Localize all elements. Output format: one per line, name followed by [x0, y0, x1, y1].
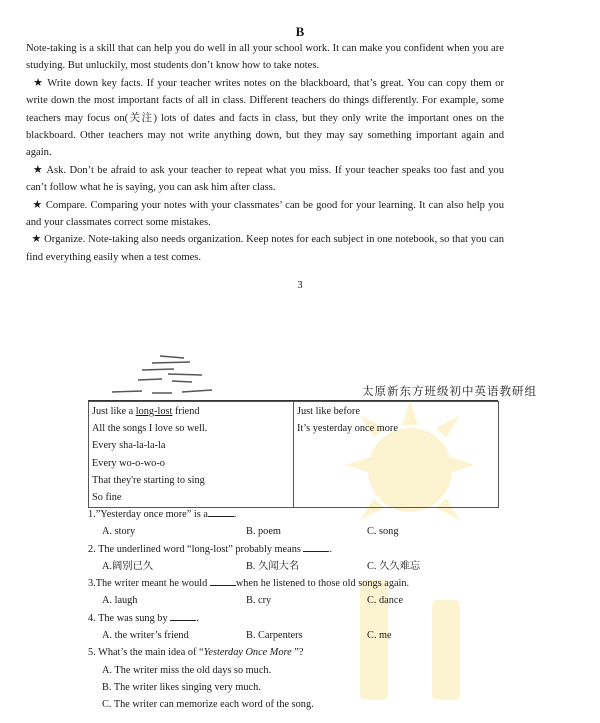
- question-2: [88, 541, 508, 558]
- lyric-text: friend: [172, 406, 200, 417]
- tip-4: [26, 231, 504, 266]
- questions: [88, 506, 508, 714]
- question-1: [88, 506, 508, 523]
- star-icon: ★: [32, 198, 43, 211]
- tip-2: [26, 162, 504, 197]
- options-2: [88, 558, 508, 575]
- question-stem: ”?: [291, 647, 304, 659]
- option-c[interactable]: C. dance: [367, 595, 404, 607]
- question-stem: 4. The was sung by: [88, 612, 168, 624]
- lyric-line: Every wo-o-wo-o: [92, 457, 165, 469]
- lyric-text: Just like a: [92, 406, 136, 417]
- option-a[interactable]: A. the writer’s friend: [102, 630, 189, 642]
- passage-intro: Note-taking is a skill that can help you do well in all your school work. It can make you confident when you are studying. But unluckily, most students don’t know how to take notes.: [26, 43, 504, 72]
- lyrics-right-cell: [294, 402, 499, 508]
- lyrics-table: [88, 401, 499, 508]
- tip-4-text: Organize. Note-taking also needs organization. Keep notes for each subject in one notebook, so that you can find everything easily when a test comes.: [26, 234, 504, 263]
- lyrics-left-cell: [89, 402, 294, 508]
- org-name: 太原新东方班级初中英语教研组: [362, 386, 537, 398]
- question-3: [88, 575, 508, 592]
- lyric-line: That they're starting to sing: [92, 474, 205, 486]
- tip-2-text: Ask. Don’t be afraid to ask your teacher to repeat what you miss. If your teacher speaks too fast and you can’t follow what he is saying, you can ask him after class.: [26, 164, 504, 194]
- question-5: [88, 644, 508, 661]
- section-title: B: [295, 24, 305, 39]
- option-b[interactable]: B. The writer likes singing very much.: [102, 681, 261, 693]
- question-4: [88, 610, 508, 627]
- answer-blank[interactable]: [208, 506, 234, 517]
- question-stem: .: [196, 612, 199, 624]
- option-c[interactable]: C. me: [367, 630, 392, 642]
- lyric-line: Just like before: [297, 406, 360, 417]
- tip-1-text: Write down key facts. If your teacher writes notes on the blackboard, that’s great. You can copy them or write down the most important facts of all in class. Different teachers do things differently. For example, some teachers may focus on(关注) lots of dates and facts in class, but they only write the important ones on the blackboard. Other teachers may not write anything down, but they may say something important again and again.: [26, 77, 504, 159]
- passage: [26, 40, 504, 266]
- option-b[interactable]: B. 久闻大名: [246, 560, 300, 572]
- option-c[interactable]: C. The writer can memorize each word of the song.: [102, 699, 314, 711]
- tip-3-text: Compare. Comparing your notes with your classmates’ can be good for your learning. It can also help you and your classmates correct some mistakes.: [26, 199, 504, 229]
- question-stem: .: [329, 543, 333, 555]
- answer-blank[interactable]: [210, 575, 236, 586]
- option-c[interactable]: C. song: [367, 526, 399, 538]
- option-b[interactable]: B. Carpenters: [246, 630, 303, 642]
- options-1: [88, 523, 508, 540]
- question-stem: 2. The underlined word “long-lost” probably means: [88, 543, 301, 555]
- option-a[interactable]: A. The writer miss the old days so much.: [102, 664, 272, 676]
- question-stem: 3.The writer meant he would: [88, 578, 208, 590]
- options-4: [88, 627, 508, 644]
- option-c[interactable]: C. 久久难忘: [367, 560, 421, 572]
- option-a[interactable]: A. story: [102, 526, 136, 538]
- star-icon: ★: [31, 233, 42, 246]
- option-a[interactable]: A. laugh: [102, 595, 138, 607]
- question-stem: 5. What’s the main idea of “: [88, 647, 204, 659]
- song-title: Yesterday Once More: [203, 647, 292, 659]
- option-b[interactable]: B. cry: [246, 595, 272, 607]
- tip-3: [26, 197, 504, 232]
- options-3: [88, 592, 508, 609]
- question-stem: .: [233, 509, 237, 520]
- question-stem: when he listened to those old songs again.: [235, 578, 410, 590]
- lyric-line: All the songs I love so well.: [92, 423, 208, 435]
- star-icon: ★: [33, 76, 44, 89]
- underlined-word: long-lost: [135, 406, 173, 417]
- lyric-line: It’s yesterday once more: [297, 423, 398, 435]
- option-b[interactable]: B. poem: [246, 526, 281, 538]
- answer-blank[interactable]: [303, 541, 329, 552]
- page-number: 3: [297, 280, 303, 291]
- logo-icon: [112, 350, 222, 400]
- option-a[interactable]: A.阔别已久: [102, 560, 154, 572]
- lyric-line: [92, 403, 290, 420]
- tip-1: [26, 75, 504, 162]
- answer-blank[interactable]: [170, 610, 196, 621]
- star-icon: ★: [32, 163, 44, 176]
- lyric-line: Every sha-la-la-la: [92, 440, 166, 452]
- lyric-line: So fine: [92, 491, 122, 503]
- question-stem: 1.”Yesterday once more” is a: [88, 509, 208, 520]
